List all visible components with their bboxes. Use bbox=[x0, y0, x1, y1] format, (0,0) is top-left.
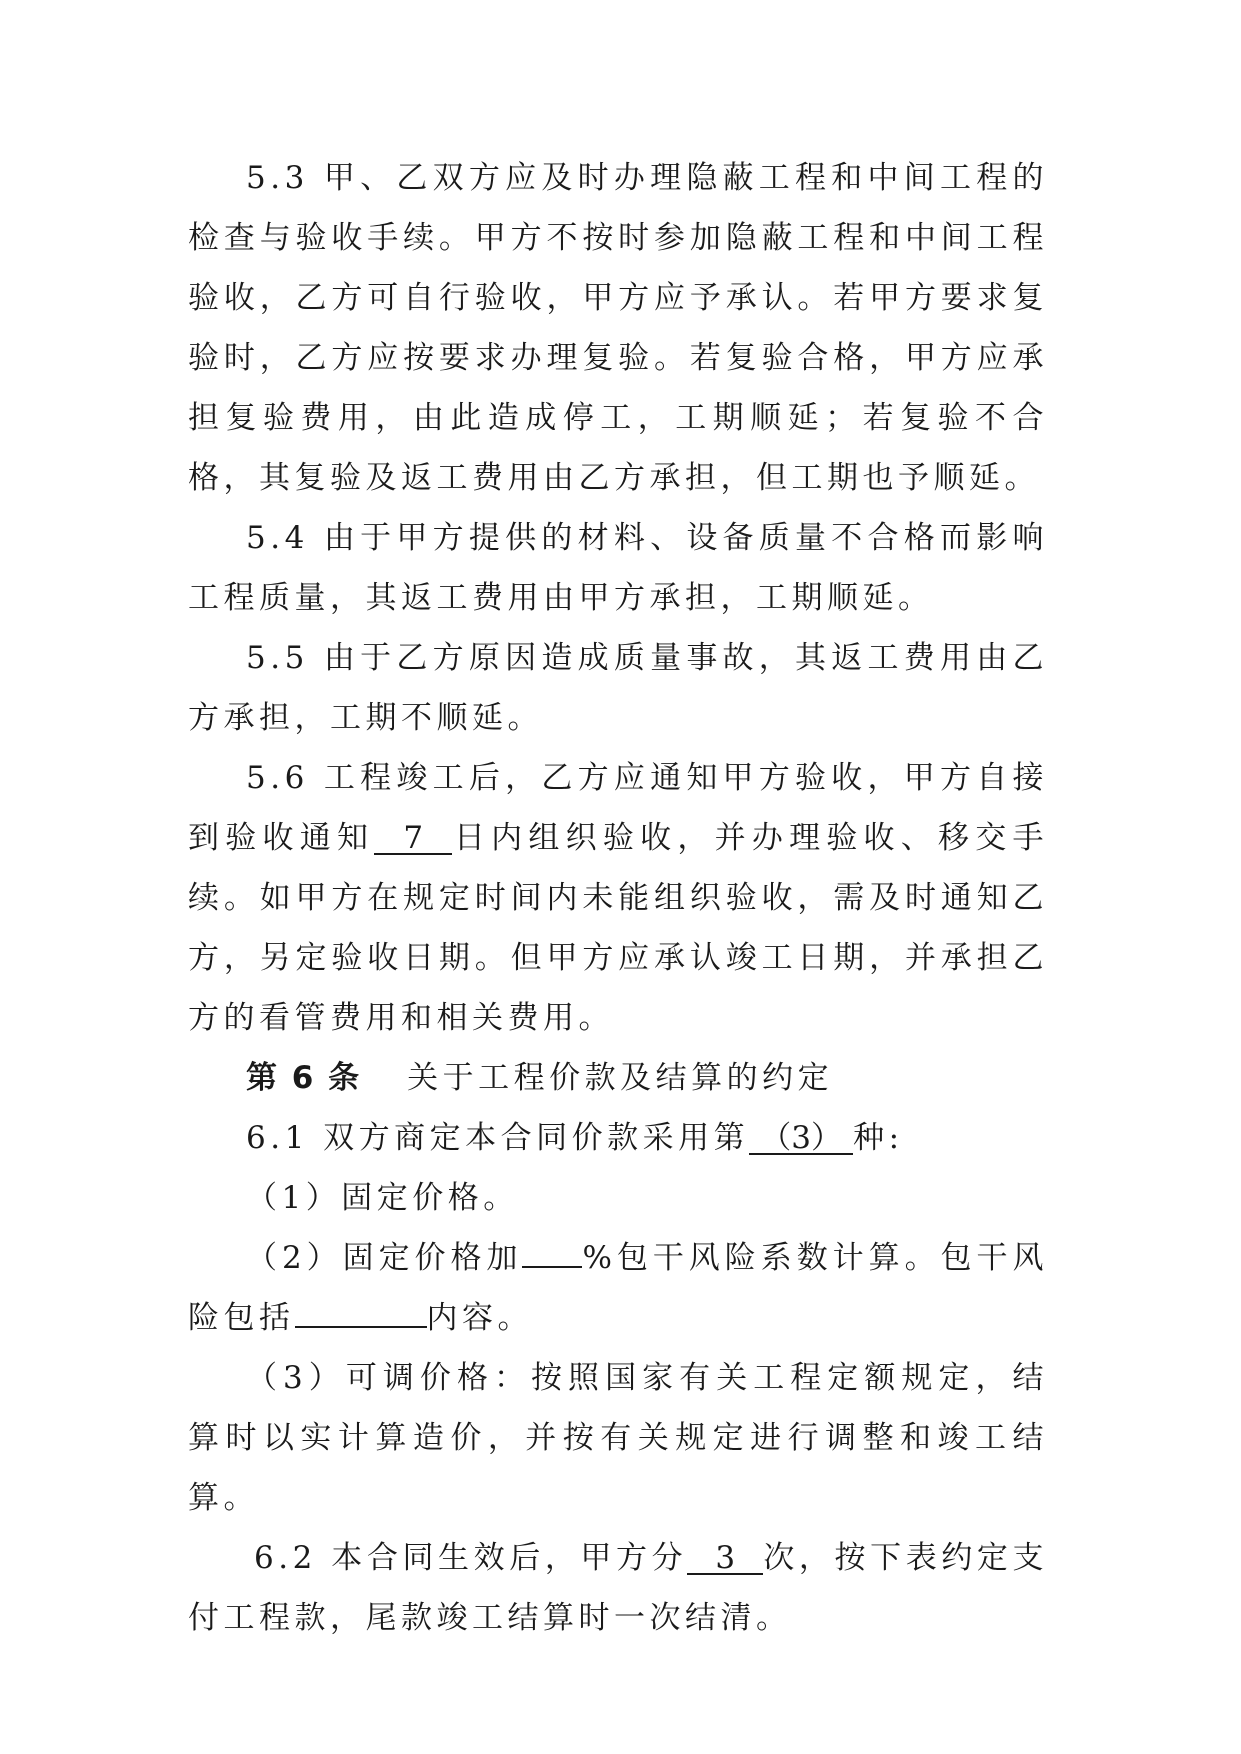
acceptance-days-field[interactable]: 7 bbox=[374, 823, 452, 855]
option-2 bbox=[188, 1228, 1048, 1348]
clause-6-2 bbox=[188, 1528, 1048, 1648]
clause-5-6-text-before: 5.6 工程竣工后，乙方应通知甲方验收，甲方自接到验收通知 bbox=[188, 760, 1048, 856]
clause-6-1-text-before: 6.1 双方商定本合同价款采用第 bbox=[246, 1120, 750, 1156]
option-2-text-before: （2）固定价格加 bbox=[246, 1240, 523, 1276]
clause-5-5: 5.5 由于乙方原因造成质量事故，其返工费用由乙方承担，工期不顺延。 bbox=[188, 640, 1048, 736]
article-6-title: 关于工程价款及结算的约定 bbox=[407, 1060, 834, 1096]
payment-times-field[interactable]: 3 bbox=[687, 1543, 763, 1575]
clause-6-2-text-before: 6.2 本合同生效后，甲方分 bbox=[254, 1540, 688, 1576]
option-2-text-after: 内容。 bbox=[426, 1300, 533, 1336]
clause-5-6-text-after: 日内组织验收，并办理验收、移交手续。如甲方在规定时间内未能组织验收，需及时通知乙方，另定验收日期。但甲方应承认竣工日期，并承担乙方的看管费用和相关费用。 bbox=[188, 820, 1049, 1036]
article-6-heading bbox=[188, 1048, 1048, 1108]
contract-page bbox=[188, 148, 1048, 1648]
clause-5-3: 5.3 甲、乙双方应及时办理隐蔽工程和中间工程的检查与验收手续。甲方不按时参加隐蔽工程和中间工程验收，乙方可自行验收，甲方应予承认。若甲方要求复验时，乙方应按要求办理复验。若复验合格，甲方应承担复验费用，由此造成停工，工期顺延；若复验不合格，其复验及返工费用由乙方承担，但工期也予顺延。 bbox=[188, 160, 1048, 496]
option-3: （3）可调价格：按照国家有关工程定额规定，结算时以实计算造价，并按有关规定进行调整和竣工结算。 bbox=[188, 1360, 1048, 1516]
clause-6-1 bbox=[188, 1108, 1048, 1168]
clause-6-2-text-after: 次，按下表约定支付工程款，尾款竣工结算时一次结清。 bbox=[188, 1540, 1049, 1636]
risk-percent-field[interactable] bbox=[522, 1266, 582, 1268]
clause-5-4: 5.4 由于甲方提供的材料、设备质量不合格而影响工程质量，其返工费用由甲方承担，工期顺延。 bbox=[188, 520, 1048, 616]
option-1: （1）固定价格。 bbox=[246, 1180, 519, 1216]
price-method-field[interactable]: （3） bbox=[749, 1123, 853, 1155]
article-6-number: 第 6 条 bbox=[246, 1060, 362, 1096]
option-2-text-middle: %包干风险系数计算。包干风险包括 bbox=[188, 1240, 1048, 1336]
risk-content-field[interactable] bbox=[295, 1326, 427, 1328]
clause-6-1-text-after: 种: bbox=[853, 1120, 904, 1156]
clause-5-6 bbox=[188, 748, 1048, 1048]
